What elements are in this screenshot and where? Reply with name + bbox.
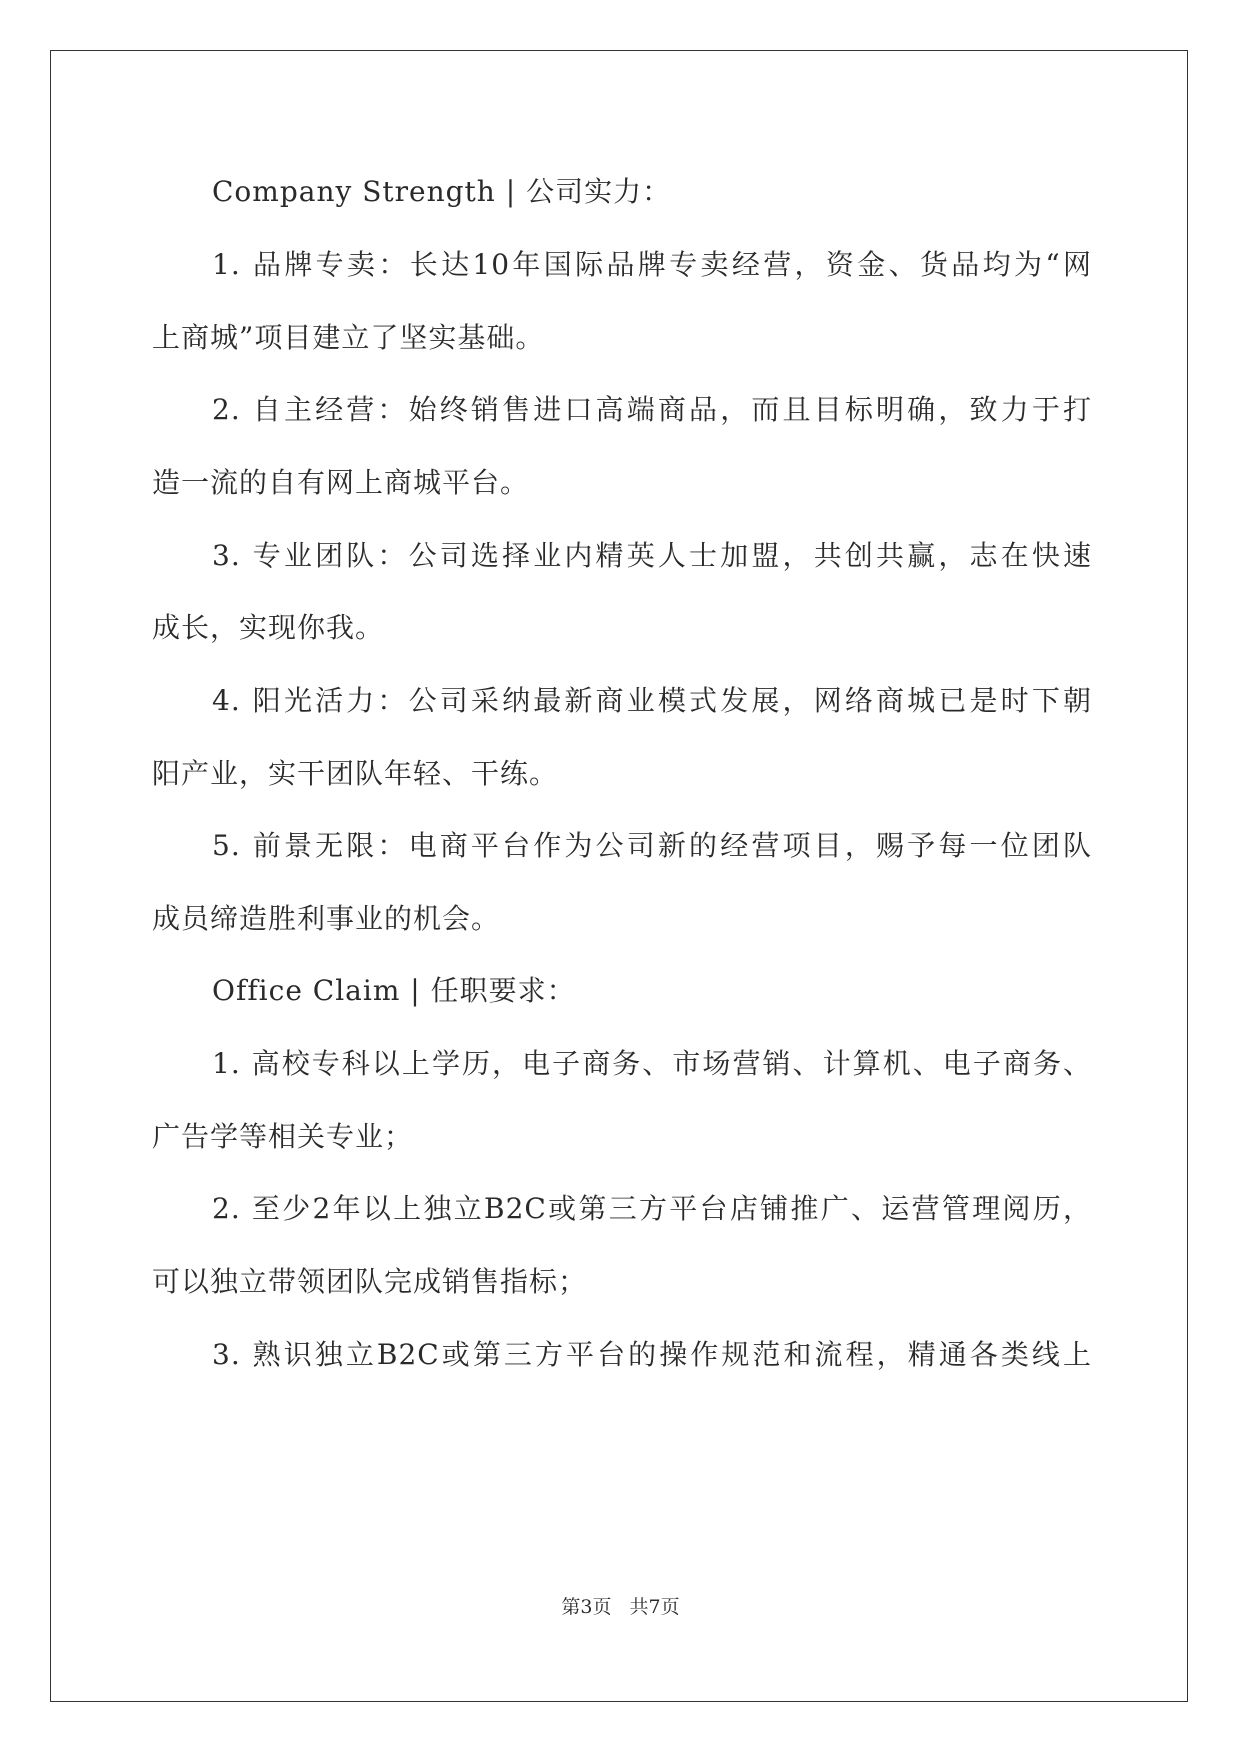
paragraph-line: 广告学等相关专业； — [152, 1120, 414, 1153]
section-heading-company-strength: Company Strength | 公司实力： — [212, 175, 672, 208]
section-heading-office-claim: Office Claim | 任职要求： — [212, 974, 576, 1007]
paragraph-line: 1. 品牌专卖：长达10年国际品牌专卖经营，资金、货品均为“网 — [212, 248, 1092, 281]
paragraph-line: 成员缔造胜利事业的机会。 — [152, 902, 501, 935]
paragraph-line: 造一流的自有网上商城平台。 — [152, 466, 530, 499]
page-number-current: 第3页 — [561, 1596, 612, 1618]
paragraph-line: 4. 阳光活力：公司采纳最新商业模式发展，网络商城已是时下朝 — [212, 684, 1092, 717]
page-border — [50, 50, 1188, 1702]
paragraph-line: 成长，实现你我。 — [152, 611, 385, 644]
paragraph-line: 5. 前景无限：电商平台作为公司新的经营项目，赐予每一位团队 — [212, 829, 1092, 862]
paragraph-line: 1. 高校专科以上学历，电子商务、市场营销、计算机、电子商务、 — [212, 1047, 1092, 1080]
paragraph-line: 2. 自主经营：始终销售进口高端商品，而且目标明确，致力于打 — [212, 393, 1092, 426]
paragraph-line: 2. 至少2年以上独立B2C或第三方平台店铺推广、运营管理阅历， — [212, 1192, 1092, 1225]
paragraph-line: 3. 专业团队：公司选择业内精英人士加盟，共创共赢，志在快速 — [212, 539, 1092, 572]
paragraph-line: 3. 熟识独立B2C或第三方平台的操作规范和流程，精通各类线上 — [212, 1338, 1092, 1371]
paragraph-line: 可以独立带领团队完成销售指标； — [152, 1265, 588, 1298]
page-number-total: 共7页 — [629, 1596, 680, 1618]
paragraph-line: 阳产业，实干团队年轻、干练。 — [152, 757, 559, 790]
paragraph-line: 上商城”项目建立了坚实基础。 — [152, 321, 545, 354]
page-footer — [0, 1594, 1241, 1620]
